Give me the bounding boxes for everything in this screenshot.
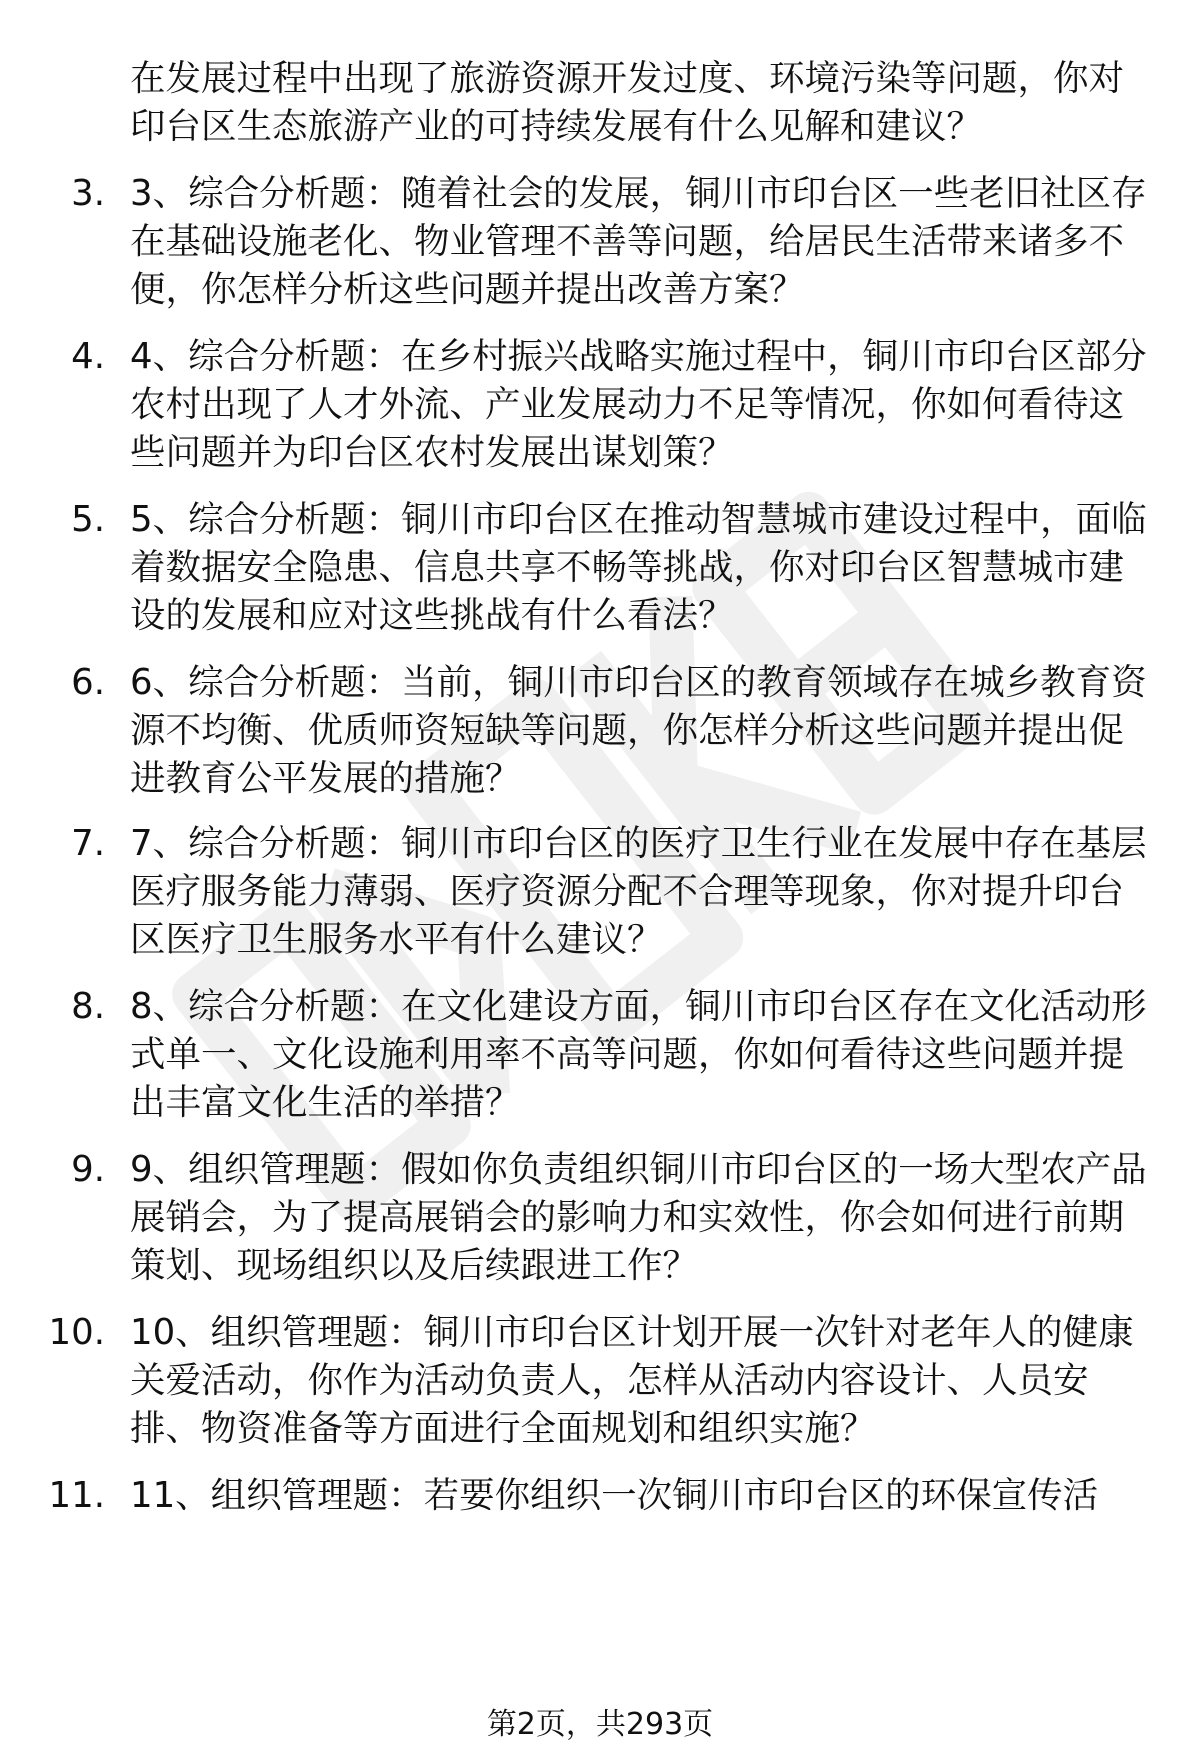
- text-line: 着数据安全隐患、信息共享不畅等挑战，你对印台区智慧城市建: [130, 547, 1125, 588]
- text-line: 7、综合分析题：铜川市印台区的医疗卫生行业在发展中存在基层: [130, 823, 1147, 864]
- text-line: 9、组织管理题：假如你负责组织铜川市印台区的一场大型农产品: [130, 1149, 1147, 1190]
- text-line: 4、综合分析题：在乡村振兴战略实施过程中，铜川市印台区部分: [130, 336, 1147, 377]
- text-line: 农村出现了人才外流、产业发展动力不足等情况，你如何看待这: [130, 384, 1125, 425]
- text-line: 关爱活动，你作为活动负责人，怎样从活动内容设计、人员安: [130, 1360, 1089, 1401]
- list-marker: 4.: [71, 336, 105, 377]
- text-line: 5、综合分析题：铜川市印台区在推动智慧城市建设过程中，面临: [130, 499, 1147, 540]
- continuation-paragraph: [130, 55, 1170, 151]
- list-item: [130, 1472, 1170, 1520]
- list-item: [130, 983, 1170, 1127]
- list-marker: 9.: [71, 1149, 105, 1190]
- text-line: 源不均衡、优质师资短缺等问题，你怎样分析这些问题并提出促: [130, 710, 1125, 751]
- text-line: 出丰富文化生活的举措？: [130, 1082, 521, 1123]
- list-item: [130, 1146, 1170, 1290]
- text-line: 排、物资准备等方面进行全面规划和组织实施？: [130, 1408, 876, 1449]
- text-line: 策划、现场组织以及后续跟进工作？: [130, 1245, 699, 1286]
- text-line: 8、综合分析题：在文化建设方面，铜川市印台区存在文化活动形: [130, 986, 1147, 1027]
- list-item: [130, 496, 1170, 640]
- list-item: [130, 820, 1170, 964]
- text-line: 区医疗卫生服务水平有什么建议？: [130, 919, 663, 960]
- list-marker: 11.: [48, 1475, 105, 1516]
- text-line: 在发展过程中出现了旅游资源开发过度、环境污染等问题，你对: [130, 58, 1125, 99]
- text-line: 印台区生态旅游产业的可持续发展有什么见解和建议？: [130, 106, 983, 147]
- list-item: [130, 333, 1170, 477]
- list-marker: 10.: [48, 1312, 105, 1353]
- text-line: 6、综合分析题：当前，铜川市印台区的教育领域存在城乡教育资: [130, 662, 1147, 703]
- list-marker: 8.: [71, 986, 105, 1027]
- list-item: [130, 170, 1170, 314]
- text-line: 便，你怎样分析这些问题并提出改善方案？: [130, 269, 805, 310]
- list-item: [130, 1309, 1170, 1453]
- text-line: 设的发展和应对这些挑战有什么看法？: [130, 595, 734, 636]
- text-line: 医疗服务能力薄弱、医疗资源分配不合理等现象，你对提升印台: [130, 871, 1125, 912]
- text-line: 式单一、文化设施利用率不高等问题，你如何看待这些问题并提: [130, 1034, 1125, 1075]
- text-line: 11、组织管理题：若要你组织一次铜川市印台区的环保宣传活: [130, 1475, 1099, 1516]
- text-line: 进教育公平发展的措施？: [130, 758, 521, 799]
- text-line: 些问题并为印台区农村发展出谋划策？: [130, 432, 734, 473]
- list-marker: 7.: [71, 823, 105, 864]
- text-line: 3、综合分析题：随着社会的发展，铜川市印台区一些老旧社区存: [130, 173, 1147, 214]
- list-marker: 5.: [71, 499, 105, 540]
- list-marker: 6.: [71, 662, 105, 703]
- list-item: [130, 659, 1170, 803]
- list-marker: 3.: [71, 173, 105, 214]
- text-line: 在基础设施老化、物业管理不善等问题，给居民生活带来诸多不: [130, 221, 1125, 262]
- page-footer: 第2页，共293页: [486, 1707, 714, 1742]
- text-line: 展销会，为了提高展销会的影响力和实效性，你会如何进行前期: [130, 1197, 1125, 1238]
- text-line: 10、组织管理题：铜川市印台区计划开展一次针对老年人的健康: [130, 1312, 1134, 1353]
